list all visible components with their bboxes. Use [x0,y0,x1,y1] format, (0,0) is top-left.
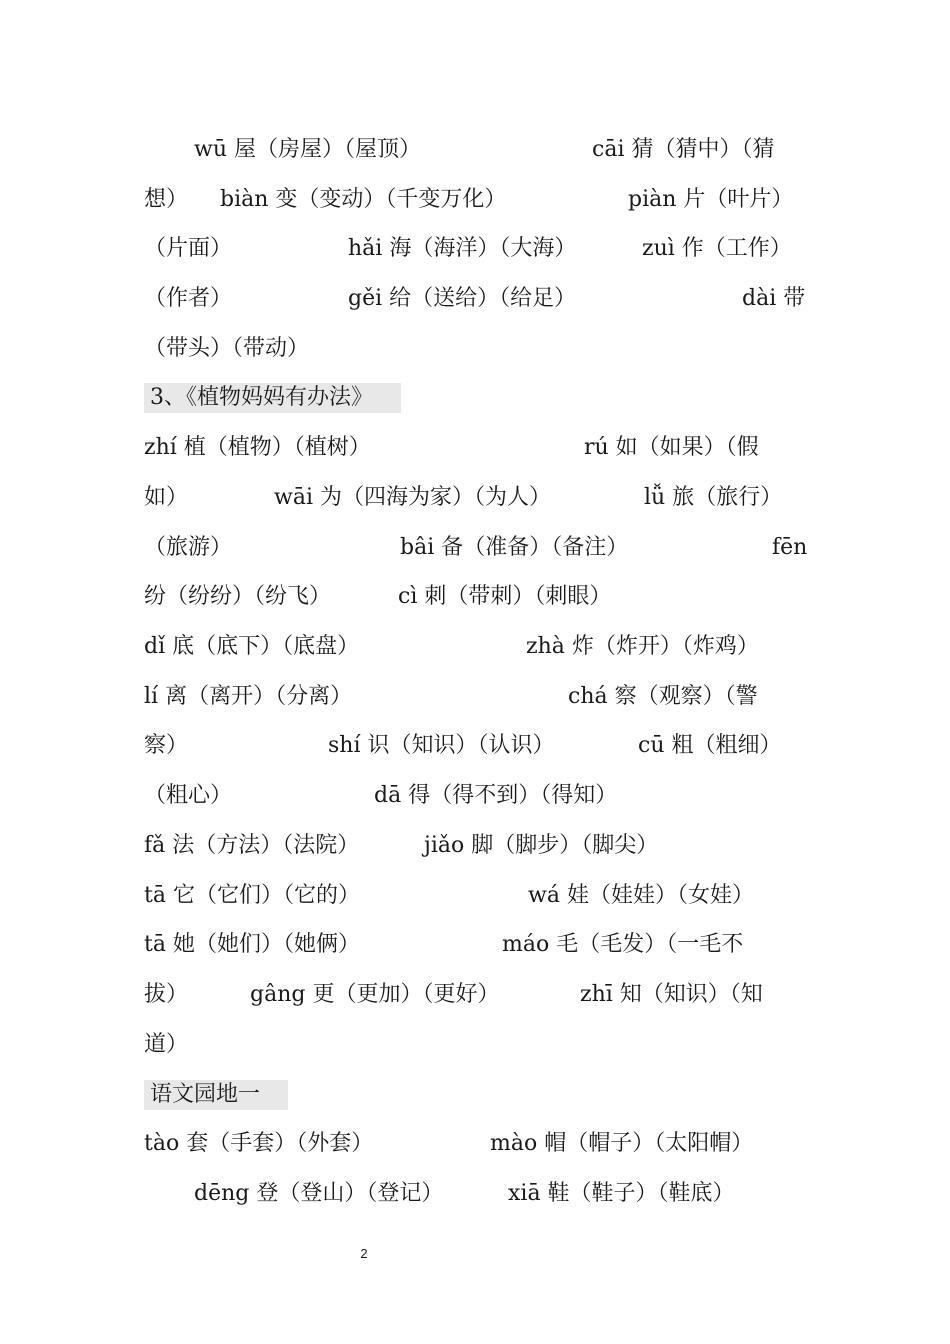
text-line [144,279,806,319]
text-line [144,975,806,1015]
vocab-entry: （带头）（带动） [144,336,310,361]
vocab-entry: 纷（纷纷）（纷飞） [144,584,332,609]
vocab-entry: （旅游） [144,535,233,560]
vocab-entry: （片面） [144,236,233,261]
vocab-entry: biàn 变（变动）（千变万化） [220,187,507,212]
text-line [194,1174,806,1214]
section-heading: 3、《植物妈妈有办法》 [144,383,401,413]
text-line [144,1124,806,1164]
vocab-entry: tā 它（它们）（它的） [144,883,360,908]
vocab-entry: jiǎo 脚（脚步）（脚尖） [424,833,659,858]
vocab-entry: zhī 知（知识）（知 [580,982,763,1007]
vocab-entry: wá 娃（娃娃）（女娃） [528,883,754,908]
vocab-entry: （粗心） [144,783,233,808]
text-line [194,130,806,170]
vocab-entry: 想） [144,187,189,212]
text-line [144,826,806,866]
vocab-entry: zuì 作（工作） [642,236,792,261]
text-line [144,180,806,220]
vocab-entry: dēng 登（登山）（登记） [194,1181,444,1206]
vocab-entry: piàn 片（叶片） [628,187,794,212]
text-line [144,925,806,965]
vocab-entry: cū 粗（粗细） [638,733,782,758]
vocab-entry: 如） [144,485,189,510]
vocab-entry: bâi 备（准备）（备注） [400,535,629,560]
vocab-entry: lí 离（离开）（分离） [144,684,353,709]
page-number: 2 [360,1246,368,1261]
vocab-entry: gâng 更（更加）（更好） [250,982,500,1007]
vocab-entry: （作者） [144,286,233,311]
vocab-entry: zhí 植（植物）（植树） [144,435,371,460]
vocab-entry: tā 她（她们）（她俩） [144,932,360,957]
text-line [144,329,806,369]
vocab-entry: zhà 炸（炸开）（炸鸡） [526,634,759,659]
vocab-entry: mào 帽（帽子）（太阳帽） [490,1131,754,1156]
vocab-entry: gěi 给（送给）（给足） [348,286,577,311]
text-line [144,876,806,916]
text-line [144,229,806,269]
vocab-entry: 道） [144,1032,189,1057]
vocab-entry: dài 带 [742,286,806,311]
vocab-entry: shí 识（知识）（认识） [328,733,555,758]
vocab-entry: lǚ 旅（旅行） [644,485,783,510]
vocab-entry: 拔） [144,982,189,1007]
section-heading: 语文园地一 [144,1080,288,1110]
text-line [144,478,806,518]
vocab-entry: rú 如（如果）（假 [584,435,759,460]
vocab-entry: máo 毛（毛发）（一毛不 [502,932,744,957]
vocab-entry: fǎ 法（方法）（法院） [144,833,360,858]
vocab-entry: tào 套（手套）（外套） [144,1131,374,1156]
vocab-entry: xiā 鞋（鞋子）（鞋底） [508,1181,735,1206]
text-line [144,428,806,468]
text-line [144,577,806,617]
text-line [144,726,806,766]
vocab-entry: fēn [772,535,808,560]
vocab-entry: cì 刺（带刺）（刺眼） [398,584,612,609]
vocab-entry: dǐ 底（底下）（底盘） [144,634,360,659]
text-line [144,776,806,816]
vocab-entry: wāi 为（四海为家）（为人） [274,485,551,510]
vocab-entry: hǎi 海（海洋）（大海） [348,236,577,261]
vocab-entry: cāi 猜（猜中）（猜 [592,137,775,162]
vocab-entry: wū 屋（房屋）（屋顶） [194,137,421,162]
vocab-entry: dā 得（得不到）（得知） [374,783,618,808]
text-line [144,627,806,667]
vocab-entry: 察） [144,733,189,758]
text-line [144,1025,806,1065]
text-line [144,528,806,568]
vocab-entry: chá 察（观察）（警 [568,684,758,709]
text-line [144,677,806,717]
